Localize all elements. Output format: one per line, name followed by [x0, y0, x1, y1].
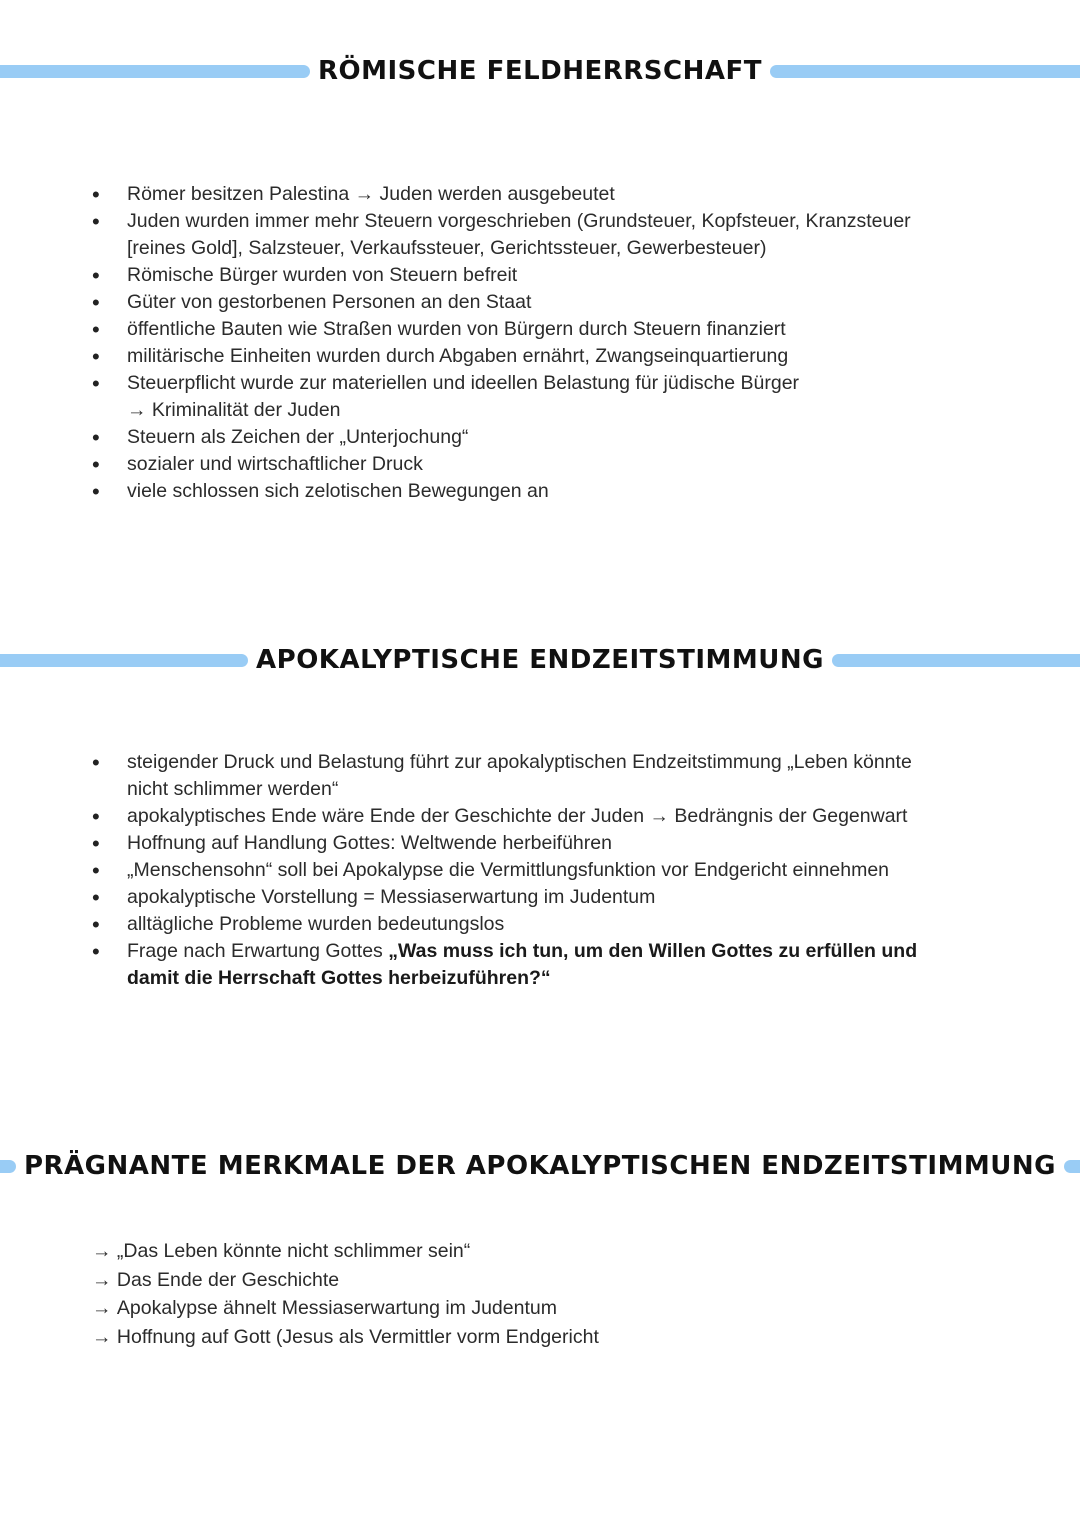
list-item: • Hoffnung auf Handlung Gottes: Weltwende herbeiführen — [92, 830, 952, 857]
list-item: • Steuern als Zeichen der „Unterjochung“ — [92, 424, 952, 451]
list-item: • militärische Einheiten wurden durch Abgaben ernährt, Zwangseinquartierung — [92, 343, 952, 370]
header-bar-left — [0, 654, 248, 667]
list-item: • Römer besitzen Palestina → Juden werden ausgebeutet — [92, 181, 952, 208]
bullet-list-roemische-feldherrschaft — [92, 181, 952, 505]
list-item: • Frage nach Erwartung Gottes „Was muss ich tun, um den Willen Gottes zu erfüllen und damit die Herrschaft Gottes herbeizuführen?“ — [92, 938, 952, 992]
section-title: RÖMISCHE FELDHERRSCHAFT — [318, 56, 762, 86]
bullet-list-apokalyptische-endzeitstimmung — [92, 749, 952, 992]
header-bar-left — [0, 65, 310, 78]
list-item: • „Menschensohn“ soll bei Apokalypse die Vermittlungsfunktion vor Endgericht einnehmen — [92, 857, 952, 884]
list-item: • Steuerpflicht wurde zur materiellen und ideellen Belastung für jüdische Bürger → Kriminalität der Juden — [92, 370, 952, 424]
list-item: • sozialer und wirtschaftlicher Druck — [92, 451, 952, 478]
header-bar-right — [770, 65, 1080, 78]
header-bar-right — [832, 654, 1080, 667]
list-item: • viele schlossen sich zelotischen Bewegungen an — [92, 478, 952, 505]
section-title: APOKALYPTISCHE ENDZEITSTIMMUNG — [256, 645, 824, 675]
list-item: → „Das Leben könnte nicht schlimmer sein“ — [92, 1237, 792, 1266]
header-bar-left — [0, 1160, 16, 1173]
list-item: • steigender Druck und Belastung führt zur apokalyptischen Endzeitstimmung „Leben könnte nicht schlimmer werden“ — [92, 749, 952, 803]
list-item: • alltägliche Probleme wurden bedeutungslos — [92, 911, 952, 938]
list-item: • Güter von gestorbenen Personen an den Staat — [92, 289, 952, 316]
section-header-praegnante-merkmale — [0, 1146, 1080, 1186]
list-item-continuation: → Kriminalität der Juden — [127, 399, 341, 421]
list-item: • apokalyptisches Ende wäre Ende der Geschichte der Juden → Bedrängnis der Gegenwart — [92, 803, 952, 830]
highlighted-question: „Was muss ich tun, um den Willen Gottes zu erfüllen und damit die Herrschaft Gottes herbeizuführen?“ — [127, 940, 918, 989]
list-item: • Römische Bürger wurden von Steuern befreit — [92, 262, 952, 289]
list-item: • Juden wurden immer mehr Steuern vorgeschrieben (Grundsteuer, Kopfsteuer, Kranzsteuer [reines Gold], Salzsteuer, Verkaufssteuer, Gerichtssteuer, Gewerbesteuer) — [92, 208, 952, 262]
list-item: • öffentliche Bauten wie Straßen wurden von Bürgern durch Steuern finanziert — [92, 316, 952, 343]
section-title: PRÄGNANTE MERKMALE DER APOKALYPTISCHEN ENDZEITSTIMMUNG — [23, 1151, 1057, 1181]
header-bar-right — [1064, 1160, 1080, 1173]
list-item: → Hoffnung auf Gott (Jesus als Vermittler vorm Endgericht — [92, 1323, 792, 1352]
section-header-roemische-feldherrschaft — [0, 51, 1080, 91]
list-item: → Apokalypse ähnelt Messiaserwartung im Judentum — [92, 1294, 792, 1323]
arrow-list-praegnante-merkmale — [92, 1237, 792, 1351]
section-header-apokalyptische-endzeitstimmung — [0, 640, 1080, 680]
list-item: • apokalyptische Vorstellung = Messiaserwartung im Judentum — [92, 884, 952, 911]
list-item: → Das Ende der Geschichte — [92, 1266, 792, 1295]
